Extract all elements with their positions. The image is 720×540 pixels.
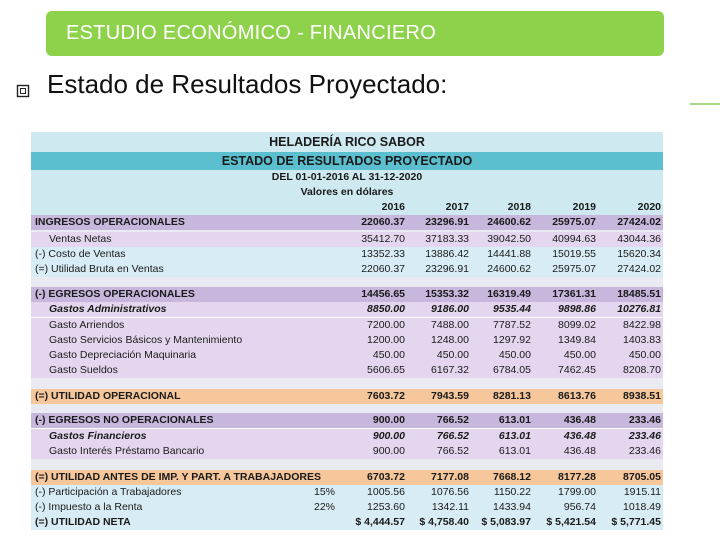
row-value: $ 5,421.54: [546, 516, 596, 528]
row-value: 436.48: [563, 414, 596, 426]
row-value: 613.01: [498, 445, 531, 457]
row-value: 7943.59: [431, 390, 469, 402]
row-value: 27424.02: [617, 263, 661, 275]
row-value: 27424.02: [617, 216, 661, 228]
table-row: [31, 232, 663, 247]
row-value: 25975.07: [552, 263, 596, 275]
row-value: 1248.00: [431, 334, 469, 346]
row-value: 233.46: [628, 445, 661, 457]
row-value: 1297.92: [493, 334, 531, 346]
row-value: 17361.31: [552, 288, 596, 300]
table-spacer: [31, 459, 663, 470]
row-value: 7787.52: [493, 319, 531, 331]
row-value: 8177.28: [558, 471, 596, 483]
row-value: 24600.62: [487, 263, 531, 275]
row-value: 23296.91: [425, 216, 469, 228]
row-label: Gastos Administrativos: [49, 303, 167, 315]
table-row: [31, 470, 663, 485]
row-value: 9186.00: [431, 303, 469, 315]
row-label: Gasto Interés Préstamo Bancario: [49, 445, 205, 457]
row-value: 7200.00: [367, 319, 405, 331]
table-row: [31, 363, 663, 378]
row-value: 23296.91: [425, 263, 469, 275]
row-value: 450.00: [372, 349, 405, 361]
row-value: 450.00: [498, 349, 531, 361]
row-value: 22060.37: [361, 263, 405, 275]
divider-line: [690, 103, 720, 105]
row-value: 450.00: [563, 349, 596, 361]
row-value: 6167.32: [431, 364, 469, 376]
company-name: HELADERÍA RICO SABOR: [269, 135, 425, 149]
row-value: 7462.45: [558, 364, 596, 376]
row-value: 5606.65: [367, 364, 405, 376]
row-value: 1342.11: [431, 501, 469, 513]
row-label: (-) Costo de Ventas: [35, 248, 126, 260]
row-value: 766.52: [436, 414, 469, 426]
table-spacer: [31, 404, 663, 413]
row-value: 233.46: [628, 414, 661, 426]
row-value: 8208.70: [623, 364, 661, 376]
row-value: 450.00: [436, 349, 469, 361]
row-value: 8422.98: [623, 319, 661, 331]
row-value: 10276.81: [617, 303, 661, 315]
row-value: $ 5,771.45: [611, 516, 661, 528]
table-spacer: [31, 277, 663, 287]
currency-note: Valores en dólares: [300, 186, 394, 198]
row-value: 7603.72: [367, 390, 405, 402]
table-row: [31, 429, 663, 444]
row-value: 15353.32: [425, 288, 469, 300]
row-value: 40994.63: [552, 233, 596, 245]
table-row: [31, 302, 663, 317]
row-value: 1915.11: [623, 486, 661, 498]
row-label: (-) Participación a Trabajadores: [35, 486, 182, 498]
row-label: (=) UTILIDAD NETA: [35, 516, 131, 528]
row-value: $ 4,444.57: [355, 516, 405, 528]
row-value: 13352.33: [361, 248, 405, 260]
row-label: (=) Utilidad Bruta en Ventas: [35, 263, 164, 275]
row-value: 1018.49: [623, 501, 661, 513]
row-value: 8938.51: [623, 390, 661, 402]
row-value: 22060.37: [361, 216, 405, 228]
table-years-row: [31, 200, 663, 215]
year-header: 2017: [445, 201, 469, 213]
row-value: 25975.07: [552, 216, 596, 228]
table-row: [31, 413, 663, 428]
row-value: 1403.83: [623, 334, 661, 346]
row-label: INGRESOS OPERACIONALES: [35, 216, 185, 228]
row-value: 8705.05: [623, 471, 661, 483]
row-value: 37183.33: [425, 233, 469, 245]
year-header: 2016: [381, 201, 405, 213]
row-value: 8281.13: [493, 390, 531, 402]
row-value: 13886.42: [425, 248, 469, 260]
row-value: 1253.60: [367, 501, 405, 513]
row-value: 18485.51: [617, 288, 661, 300]
row-label: Gasto Sueldos: [49, 364, 118, 376]
row-value: 450.00: [628, 349, 661, 361]
table-row: [31, 333, 663, 348]
table-row: [31, 485, 663, 500]
row-value: $ 4,758.40: [419, 516, 469, 528]
row-label: Gastos Financieros: [49, 430, 147, 442]
table-spacer: [31, 378, 663, 389]
table-row: [31, 389, 663, 404]
row-value: 9898.86: [558, 303, 596, 315]
row-value: 6784.05: [493, 364, 531, 376]
row-percentage: 15%: [313, 486, 335, 498]
year-header: 2018: [507, 201, 531, 213]
row-value: 766.52: [436, 445, 469, 457]
row-label: (-) EGRESOS OPERACIONALES: [35, 288, 195, 300]
row-value: 1200.00: [367, 334, 405, 346]
year-header: 2019: [572, 201, 596, 213]
table-statement-row: [31, 152, 663, 170]
table-row: [31, 215, 663, 230]
row-value: $ 5,083.97: [481, 516, 531, 528]
row-value: 436.48: [563, 430, 596, 442]
row-value: 8613.76: [558, 390, 596, 402]
row-value: 1076.56: [431, 486, 469, 498]
row-value: 8099.02: [558, 319, 596, 331]
row-value: 9535.44: [493, 303, 531, 315]
row-value: 15019.55: [552, 248, 596, 260]
row-value: 613.01: [498, 414, 531, 426]
row-value: 233.46: [628, 430, 661, 442]
row-label: Gasto Arriendos: [49, 319, 125, 331]
row-value: 16319.49: [487, 288, 531, 300]
table-row: [31, 318, 663, 333]
row-label: (-) Impuesto a la Renta: [35, 501, 143, 513]
row-value: 1433.94: [493, 501, 531, 513]
row-label: Gasto Depreciación Maquinaria: [49, 349, 197, 361]
period-label: DEL 01-01-2016 AL 31-12-2020: [271, 171, 423, 183]
row-label: Ventas Netas: [49, 233, 112, 245]
row-label: Gasto Servicios Básicos y Mantenimiento: [49, 334, 243, 346]
row-value: 7668.12: [493, 471, 531, 483]
row-label: (=) UTILIDAD ANTES DE IMP. Y PART. A TRABAJADORES: [35, 471, 321, 483]
row-value: 43044.36: [617, 233, 661, 245]
row-value: 39042.50: [487, 233, 531, 245]
section-subtitle: Estado de Resultados Proyectado:: [47, 69, 448, 99]
row-value: 900.00: [372, 430, 405, 442]
table-row: [31, 444, 663, 459]
table-period-row: [31, 170, 663, 185]
table-row: [31, 262, 663, 277]
income-statement-table: [31, 132, 663, 530]
row-value: 7488.00: [431, 319, 469, 331]
table-row: [31, 515, 663, 530]
row-label: (-) EGRESOS NO OPERACIONALES: [35, 414, 214, 426]
statement-title: ESTADO DE RESULTADOS PROYECTADO: [221, 154, 473, 168]
table-company-row: [31, 132, 663, 152]
bullet-icon: [16, 84, 30, 98]
row-value: 613.01: [498, 430, 531, 442]
table-row: [31, 500, 663, 515]
table-currency-row: [31, 185, 663, 200]
row-value: 14456.65: [361, 288, 405, 300]
row-percentage: 22%: [313, 501, 335, 513]
year-header: 2020: [637, 201, 661, 213]
row-value: 6703.72: [367, 471, 405, 483]
row-value: 1150.22: [493, 486, 531, 498]
row-value: 1005.56: [367, 486, 405, 498]
row-value: 1799.00: [558, 486, 596, 498]
row-label: (=) UTILIDAD OPERACIONAL: [35, 390, 181, 402]
table-row: [31, 287, 663, 302]
row-value: 1349.84: [558, 334, 596, 346]
row-value: 35412.70: [361, 233, 405, 245]
row-value: 14441.88: [487, 248, 531, 260]
row-value: 766.52: [436, 430, 469, 442]
row-value: 24600.62: [487, 216, 531, 228]
row-value: 7177.08: [431, 471, 469, 483]
table-row: [31, 348, 663, 363]
row-value: 956.74: [563, 501, 596, 513]
row-value: 900.00: [372, 414, 405, 426]
slide-title: ESTUDIO ECONÓMICO - FINANCIERO: [66, 22, 437, 44]
table-row: [31, 247, 663, 262]
row-value: 15620.34: [617, 248, 661, 260]
row-value: 8850.00: [367, 303, 405, 315]
row-value: 900.00: [372, 445, 405, 457]
row-value: 436.48: [563, 445, 596, 457]
